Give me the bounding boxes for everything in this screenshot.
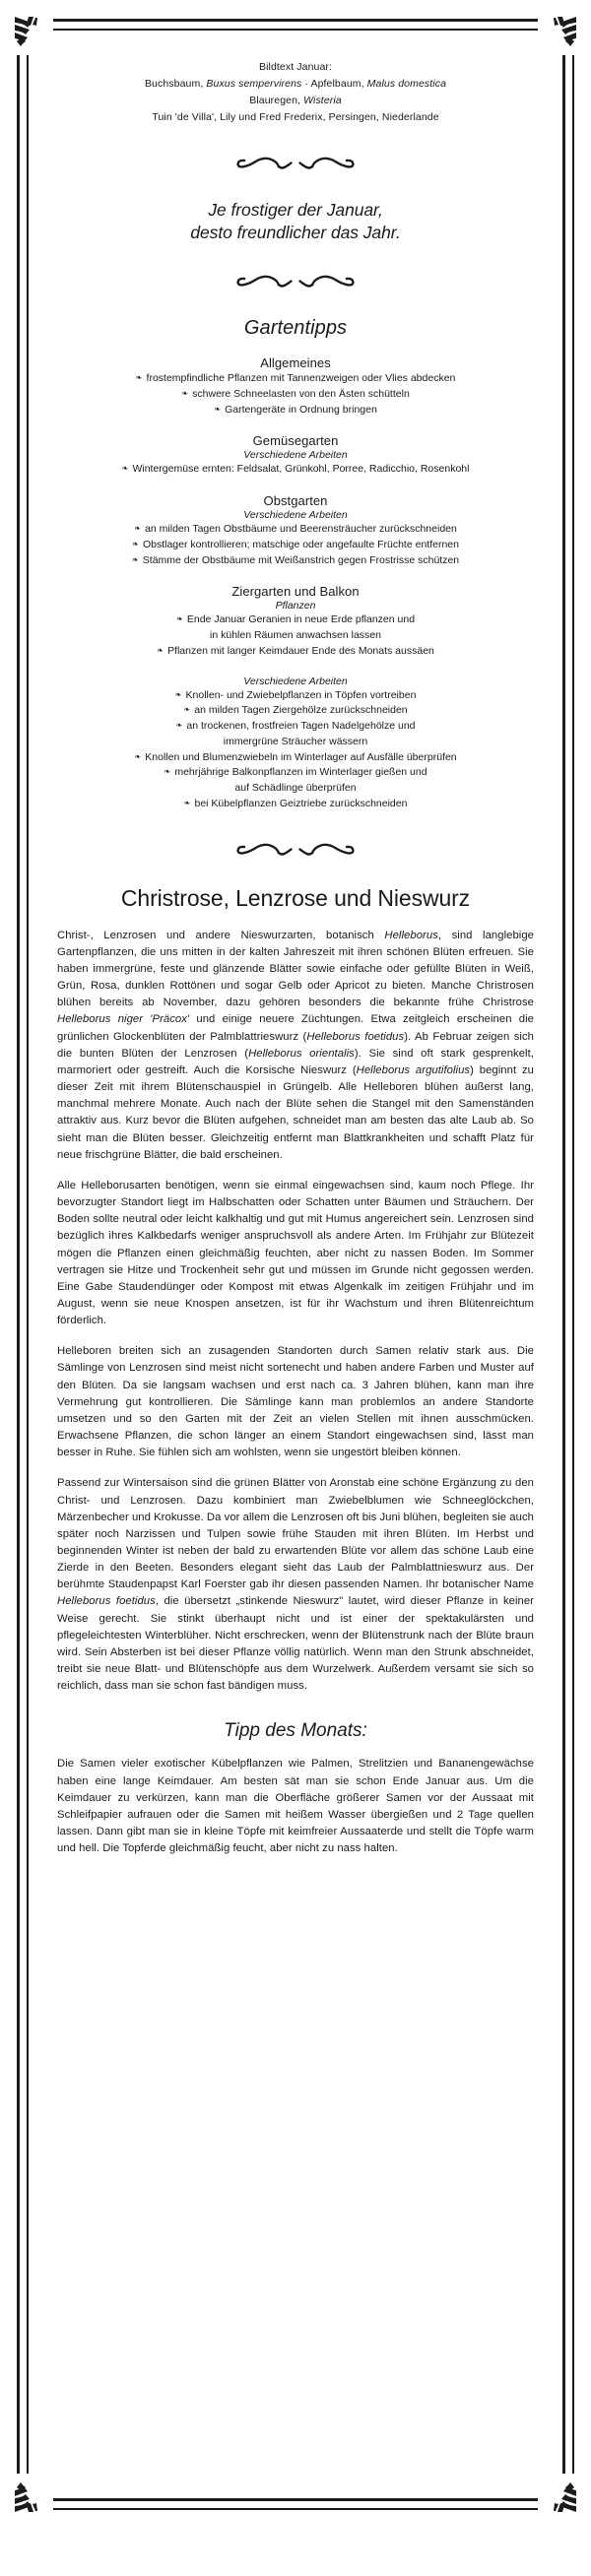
ornamental-frame [12,14,579,2515]
page-content [35,35,556,1867]
garden-tip-item [57,522,534,538]
caption-plant-1-common: Buchsbaum, [144,78,207,90]
latin-name: Helleborus orientalis [248,1047,355,1060]
article-title: Christrose, Lenzrose und Nieswurz [120,884,471,911]
garden-tip-item-label: Pflanzen mit langer Keimdauer Ende des Monats aussäen [167,644,434,657]
corner-fan-ornament-icon [12,2472,55,2515]
leaf-bullet-icon: ❧ [214,404,224,414]
garden-tip-item [57,538,534,553]
article-body [57,928,534,1696]
garden-tips-section-heading: Ziergarten und Balkon [231,584,360,600]
garden-tip-item-label: an milden Tagen Obstbäume und Beerensträucher zurückschneiden [145,523,457,536]
paragraph-text: ). Sie sind oft stark gesprenkelt, marmoriert oder gestreift. Auch die Korsische Nieswurz ( [57,1047,534,1076]
leaf-bullet-icon: ❧ [183,798,193,807]
garden-tip-item [57,797,534,812]
leaf-bullet-icon: ❧ [183,705,193,715]
garden-tip-item-label: mehrjährige Balkonpflanzen im Winterlager gießen und [174,766,427,779]
garden-tip-item [57,750,534,766]
latin-name: Helleborus foetidus [306,1030,405,1043]
garden-tip-item-label: schwere Schneelasten von den Ästen schütteln [192,387,410,400]
leaf-bullet-icon: ❧ [174,689,184,699]
paragraph-text: Alle Helleborusarten benötigen, wenn sie einmal eingewachsen sind, kaum noch Pflege. Ihr bevorzugter Standort liegt im Halbschatten oder Schatten unter Bäumen und Sträuchern. Der Boden sollte neutral oder leicht kalkhaltig und gut mit Humus angereichert sein. Lenzrosen sind bezüglich ihres Kalkbedarfs weniger anspruchsvoll als andere Arten. Im Frühjahr zur Blütezeit mögen die Pflanzen einen gleichmäßig feuchten, aber nicht zu nassen Boden. Im Sommer vertragen sie Hitze und Trockenheit sehr gut und müssen im Grunde nicht gegossen werden. Eine Gabe Staudendünger oder Kompost mit etwas Algenkalk im zeitigen Frühjahr und im August, wenn sie neue Knospen ansetzen, ist für ihr Wachstum und ihren Blütenreichtum förderlich. [57,1179,534,1327]
section-spacer [57,1695,534,1720]
garden-tips-section [57,433,534,478]
latin-name: Helleborus [384,929,438,941]
caption-line-3 [57,93,534,109]
garden-tip-item-label: frostempfindliche Pflanzen mit Tannenzweigen oder Vlies abdecken [146,372,456,385]
caption-plant-3-common: Blauregen, [249,95,304,106]
article-paragraph [57,1475,534,1695]
leaf-bullet-icon: ❧ [157,645,166,655]
caption-line-2 [57,76,534,93]
caption-plant-3-latin: Wisteria [303,95,342,106]
leaf-bullet-icon: ❧ [121,464,131,474]
garden-tips-section [57,676,534,812]
garden-tip-item-label: an trockenen, frostfreien Tagen Nadelgehölze und [186,720,416,733]
paragraph-text: Helleboren breiten sich an zusagenden Standorten durch Samen relativ stark aus. Die Sämlinge von Lenzrosen sind meist nicht sortenecht und haben andere Farben und Muster auf den Blüten. Da sie langsam wachsen und erst nach ca. 3 Jahren blühen, kann man ihre Vermehrung gut kontrollieren. Die Sämlinge kann man problemlos an andere Standorte umsetzen und so den Garten mit der Zeit an vielen Stellen mit ihnen ausschmücken. Erwachsene Pflanzen, die schon länger an einem Standort eingewachsen sind, lässt man besser in Ruhe. Sie fühlen sich am wohlsten, wenn sie ungestört bleiben können. [57,1345,534,1459]
latin-name: Helleborus foetidus [57,1595,156,1608]
garden-tips-list [57,355,534,812]
garden-tip-item-label: Knollen- und Zwiebelpflanzen in Töpfen vortreiben [185,688,417,701]
paragraph-text: Passend zur Wintersaison sind die grünen Blätter von Aronstab eine schöne Ergänzung zu den Christ- und Lenzrosen. Dazu kombiniert man Zwiebelblumen wie Schneeglöckchen, Märzenbecher und Krokusse. Da vor allem die Lenzrosen oft bis Juni blühen, begleiten sie auch später noch Narzissen und Tulpen sowie frühe Stauden mit ihren Blüten. Im Herbst und beginnenden Winter ist neben der bald zu erwartenden Blüte vor allem das schöne Laub eine Zierde in den Beeten. Besonders elegant sieht das Laub der Palmblattnieswurz aus. Der berühmte Staudenpapst Karl Foerster gab ihr diesen passenden Namen. Ihr botanischer Name [57,1477,534,1591]
garden-tip-item [57,387,534,403]
corner-fan-ornament-icon [536,2472,579,2515]
leaf-bullet-icon: ❧ [135,373,145,383]
leaf-bullet-icon: ❧ [164,767,173,777]
article-paragraph [57,1343,534,1461]
garden-tips-section [57,584,534,659]
garden-tips-section-subheading: Verschiedene Arbeiten [243,675,348,687]
article-paragraph [57,928,534,1164]
swirl-divider-ornament-icon [232,270,359,293]
month-tip-text: Die Samen vieler exotischer Kübelpflanzen wie Palmen, Strelitzien und Bananengewächse haben eine lange Keimdauer. Am besten sät man sie schon Ende Januar aus. Um die Keimdauer zu verkürzen, kann man die Oberfläche größerer Samen vor der Aussaat mit Schleifpapier aufrauen oder die Samen mit heißem Wasser übergießen und 2 Tage quellen lassen. Dann gibt man sie in kleine Töpfe mit keimfreier Aussaaterde und stellt die Töpfe warm und hell. Die Topferde gleichmäßig feucht, aber nicht zu nass halten. [57,1758,534,1855]
frame-rule-right [562,55,574,2474]
garden-tips-section-heading: Allgemeines [260,355,331,371]
garden-tips-section-subheading: Verschiedene Arbeiten [243,449,348,462]
garden-tip-item [57,719,534,735]
paragraph-text: , sind langlebige Gartenpflanzen, die uns mitten in der kalten Jahreszeit mit ihren schönen Blüten erfreuen. Sie haben immergrüne, feste und glänzende Blätter sowie einfache oder gefüllte Blüten in Weiß, Grün, Rosa, dunklen Rottönen und sogar Gelb oder Apricot zu bieten. Manche Christrosen blühen bereits ab November, dazu gehören besonders die bekannte frühe Christrose [57,929,535,1009]
leaf-bullet-icon: ❧ [175,721,185,731]
caption-plant-1-latin: Buxus sempervirens [206,78,302,90]
garden-tip-item-continuation: auf Schädlinge überprüfen [234,782,357,795]
garden-tips-section-heading: Obstgarten [263,493,328,509]
caption-line-1: Bildtext Januar: [258,61,333,73]
caption-line-4: Tuin 'de Villa', Lily und Fred Frederix, Persingen, Niederlande [152,111,439,123]
garden-tips-section-heading: Gemüsegarten [252,433,339,449]
leaf-bullet-icon: ❧ [131,554,141,564]
caption-plant-2-common: · Apfelbaum, [301,78,367,90]
latin-name: Helleborus niger 'Präcox' [57,1013,190,1026]
garden-tip-item-label: Ende Januar Geranien in neue Erde pflanzen und [186,613,416,626]
month-tip-title: Tipp des Monats: [224,1720,367,1742]
garden-tips-title: Gartentipps [243,317,348,340]
garden-tip-item-label: bei Kübelpflanzen Geiztriebe zurückschneiden [194,797,408,809]
garden-tip-item-label: Stämme der Obstbäume mit Weißanstrich gegen Frostrisse schützen [142,553,460,566]
garden-tip-item [57,403,534,419]
garden-tip-item-continuation: in kühlen Räumen anwachsen lassen [210,629,381,642]
frame-rule-left [17,55,29,2474]
leaf-bullet-icon: ❧ [132,539,141,548]
paragraph-text: und einige neuere Züchtungen. Etwa zeitgleich erscheinen die grünlichen Glockenblüten der Palmblattrieswurz ( [57,1013,534,1043]
garden-tip-item-label: an milden Tagen Ziergehölze zurückschneiden [194,704,408,717]
paragraph-text: , die übersetzt „stinkende Nieswurz" lautet, wird dieser Pflanze in keiner Weise gerecht. Sie stinkt überhaupt nicht und ist einer der spektakulärsten und pflegeleichtesten Winterblüher. Nicht erschrecken, wenn der Blütenstrunk nach der Blüte braun wird. Sein Absterben ist bei dieser Pflanze völlig natürlich. Wenn man den Strunk abschneidet, treibt sie neue Blatt- und Blütenschöpfe aus dem Wurzelwerk. Außerdem versamt sie sich so reichlich, dass man sie schon fast bändigen muss. [57,1595,534,1693]
frame-rule-top [53,19,538,31]
leaf-bullet-icon: ❧ [181,388,191,398]
frame-rule-bottom [53,2498,538,2510]
garden-tip-item-label: Knollen und Blumenzwiebeln im Winterlager auf Ausfälle überprüfen [145,750,457,763]
garden-tips-section-subheading: Verschiedene Arbeiten [243,509,348,522]
leaf-bullet-icon: ❧ [134,524,144,534]
garden-tip-item-label: Gartengeräte in Ordnung bringen [225,403,377,416]
article-paragraph [57,1178,534,1329]
garden-tips-section-subheading: Pflanzen [275,600,316,612]
garden-tip-item [57,688,534,704]
swirl-divider-ornament-icon [232,838,359,862]
garden-tip-item-label: Obstlager kontrollieren; matschige oder angefaulte Früchte entfernen [142,538,459,550]
image-caption [57,59,534,126]
garden-tip-item [57,644,534,660]
garden-tip-item-continuation: immergrüne Sträucher wässern [223,735,368,747]
paragraph-text: ). Ab Februar zeigen sich die bunten Blüten der Lenzrosen ( [57,1030,534,1060]
proverb-line-1: Je frostiger der Januar, [208,200,383,220]
garden-tips-section [57,355,534,418]
swirl-divider-ornament-icon [232,152,359,175]
leaf-bullet-icon: ❧ [175,614,185,624]
garden-tip-item [57,462,534,478]
garden-tip-item [57,371,534,387]
proverb-line-2: desto freundlicher das Jahr. [190,223,401,243]
paragraph-text: Christ-, Lenzrosen und andere Nieswurzarten, botanisch [57,929,385,941]
paragraph-text: ) beginnt zu dieser Zeit mit ihrem Blütenschauspiel in Grüngelb. Alle Helleboren blühen äußerst lang, manchmal mehrere Monate. Auch nach der Blüte sehen die Stangel mit den Samenständen attraktiv aus. Kurz bevor die Blüten aufgehen, schneidet man am besten das alte Laub ab. So sieht man die Blüten besser. Gleichzeitig entfernt man Blattkrankheiten und schafft Platz für neue frischgrüne Blätter, die bald erscheinen. [57,1063,534,1161]
garden-tip-item [57,703,534,719]
garden-tips-section [57,493,534,568]
garden-tip-item-label: Wintergemüse ernten: Feldsalat, Grünkohl, Porree, Radicchio, Rosenkohl [132,463,470,476]
garden-tip-item [57,765,534,781]
garden-tip-item [57,612,534,628]
caption-plant-2-latin: Malus domestica [366,78,447,90]
leaf-bullet-icon: ❧ [134,751,144,761]
proverb [57,199,534,244]
garden-tip-item [57,553,534,569]
latin-name: Helleborus argutifolius [356,1063,471,1076]
